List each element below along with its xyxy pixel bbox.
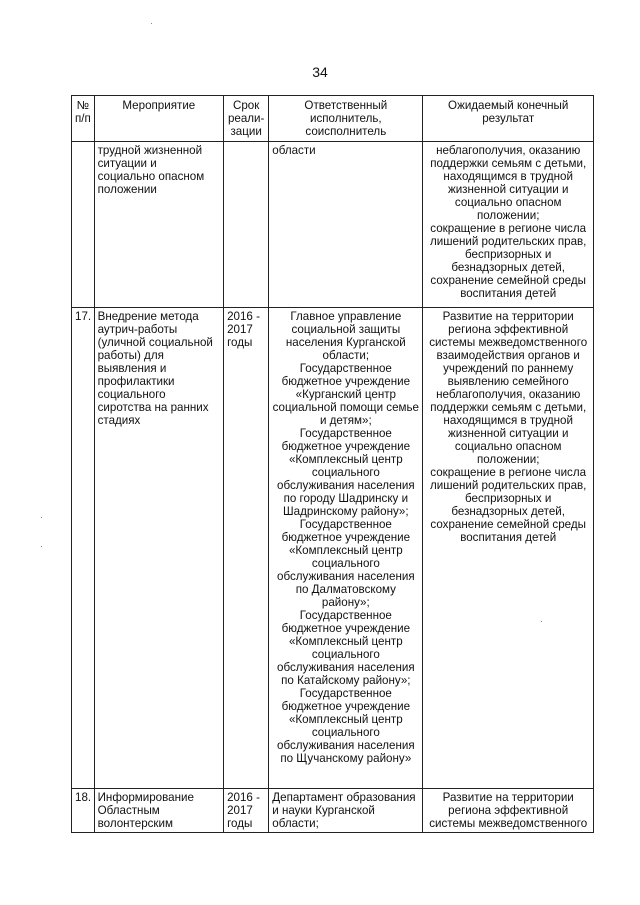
header-term — [224, 96, 269, 142]
text-line: воспитания детей — [460, 287, 557, 300]
text-line: области; — [272, 817, 319, 830]
table-header-row — [72, 96, 594, 142]
row-number: 18. — [72, 789, 95, 833]
text-line: сокращение в регионе числа — [430, 222, 587, 235]
text-line: годы — [227, 817, 253, 830]
text-line: поддержки семьям с детьми, — [430, 157, 587, 170]
text-line: трудной жизненной — [97, 144, 203, 157]
text-line: Развитие на территории — [442, 310, 574, 323]
text-line: сиротства на ранних — [97, 401, 209, 414]
text-line: обслуживания населения — [277, 739, 415, 752]
text-line: ситуации и — [97, 157, 157, 170]
text-line: учреждений по раннему — [443, 362, 574, 375]
text-line: району»; — [321, 596, 370, 609]
text-line: поддержки семьям с детьми, — [430, 401, 587, 414]
text-line: сохранение семейной среды — [430, 518, 586, 531]
row-number: 17. — [72, 308, 95, 789]
text-line: обслуживания населения — [277, 479, 415, 492]
row-term — [224, 308, 269, 789]
text-line: лишений родительских прав, — [429, 479, 587, 492]
text-line: Развитие на территории — [442, 791, 574, 804]
text-line: и науки Курганской — [272, 804, 375, 817]
text-line: бюджетное учреждение — [281, 700, 411, 713]
page-number: 34 — [312, 64, 328, 80]
text-line: социального — [97, 388, 166, 401]
row-executor — [269, 789, 423, 833]
header-executor — [269, 96, 423, 142]
text-line: Областным — [97, 804, 160, 817]
text-line: находящимся в трудной — [443, 170, 573, 183]
text-line: лишений родительских прав, — [429, 235, 587, 248]
text-line: жизненной ситуации и — [447, 427, 569, 440]
header-event — [94, 96, 223, 142]
text-line: работы) для — [97, 349, 164, 362]
text-line: зации — [230, 125, 262, 138]
text-line: Шадринскому району»; — [283, 505, 409, 518]
text-line: Государственное — [299, 518, 392, 531]
text-line: 2017 — [227, 323, 253, 336]
text-line: и детям»; — [319, 414, 372, 427]
text-line: бюджетное учреждение — [281, 622, 411, 635]
row-executor — [269, 142, 423, 308]
text-line: сохранение семейной среды — [430, 274, 586, 287]
text-line: Государственное — [299, 687, 392, 700]
text-line: Государственное — [299, 609, 392, 622]
text-line: п/п — [75, 112, 91, 125]
text-line: Срок — [232, 99, 260, 112]
text-line: населения Курганской — [285, 336, 406, 349]
table-row — [72, 308, 594, 789]
text-line: обслуживания населения — [277, 570, 415, 583]
scan-speck: · — [150, 18, 153, 28]
text-line: 2017 — [227, 804, 253, 817]
text-line: положении; — [476, 453, 540, 466]
text-line: системы межведомственного — [429, 817, 588, 830]
row-event — [94, 789, 223, 833]
table-row — [72, 789, 594, 833]
text-line: социального — [311, 466, 380, 479]
text-line: обслуживания населения — [277, 661, 415, 674]
text-line: Ожидаемый конечный — [448, 99, 569, 112]
scan-speck: · — [40, 541, 43, 551]
text-line: бюджетное учреждение — [281, 440, 411, 453]
text-line: результат — [482, 112, 535, 125]
row-result — [423, 142, 594, 308]
text-line: (уличной социальной — [97, 336, 213, 349]
text-line: выявлению семейного — [447, 375, 569, 388]
row-number — [72, 142, 95, 308]
scan-speck: · — [540, 616, 543, 626]
text-line: социального — [311, 648, 380, 661]
text-line: Ответственный — [304, 99, 388, 112]
header-num — [72, 96, 95, 142]
text-line: «Комплексный центр — [288, 544, 403, 557]
text-line: положении — [97, 183, 157, 196]
text-line: по Далматовскому — [295, 583, 396, 596]
text-line: соисполнитель — [305, 125, 387, 138]
text-line: беспризорных и — [465, 492, 552, 505]
text-line: волонтерским — [97, 817, 173, 830]
text-line: по Катайскому району»; — [281, 674, 411, 687]
text-line: системы межведомственного — [429, 336, 588, 349]
text-line: региона эффективной — [448, 323, 569, 336]
row-term — [224, 789, 269, 833]
text-line: «Комплексный центр — [288, 453, 403, 466]
text-line: сокращение в регионе числа — [430, 466, 587, 479]
text-line: региона эффективной — [448, 804, 569, 817]
text-line: «Курганский центр — [295, 388, 396, 401]
row-event — [94, 308, 223, 789]
text-line: Департамент образования — [272, 791, 416, 804]
text-line: социальной помощи семье — [272, 401, 420, 414]
text-line: Государственное — [299, 362, 392, 375]
text-line: аутрич-работы — [97, 323, 178, 336]
row-term — [224, 142, 269, 308]
text-line: по Щучанскому району» — [280, 752, 412, 765]
text-line: беспризорных и — [465, 248, 552, 261]
text-line: социального — [311, 726, 380, 739]
text-line: воспитания детей — [460, 531, 557, 544]
text-line: по городу Шадринску и — [283, 492, 409, 505]
text-line: неблагополучия, оказанию — [436, 144, 581, 157]
text-line: безнадзорных детей, — [451, 261, 565, 274]
text-line: социально опасном — [454, 196, 562, 209]
text-line: стадиях — [97, 414, 141, 427]
row-executor — [269, 308, 423, 789]
text-line: взаимодействия органов и — [436, 349, 580, 362]
text-line: 2016 - — [227, 310, 260, 323]
text-line: социально опасном — [454, 440, 562, 453]
scan-speck: · — [40, 512, 43, 522]
text-line: социально опасном — [97, 170, 205, 183]
text-line: Информирование — [97, 791, 194, 804]
text-line: выявления и — [97, 362, 167, 375]
table-row — [72, 142, 594, 308]
text-line: социальной защиты — [291, 323, 401, 336]
text-line: социального — [311, 557, 380, 570]
row-event — [94, 142, 223, 308]
text-line: «Комплексный центр — [288, 713, 403, 726]
text-line: профилактики — [97, 375, 175, 388]
text-line: безнадзорных детей, — [451, 505, 565, 518]
text-line: исполнитель, — [309, 112, 382, 125]
text-line: области — [272, 144, 316, 157]
text-line: Мероприятие — [122, 99, 196, 112]
measures-table — [71, 95, 594, 833]
text-line: Государственное — [299, 427, 392, 440]
text-line: Внедрение метода — [97, 310, 199, 323]
text-line: «Комплексный центр — [288, 635, 403, 648]
row-result — [423, 789, 594, 833]
text-line: годы — [227, 336, 253, 349]
text-line: 2016 - — [227, 791, 260, 804]
text-line: бюджетное учреждение — [281, 531, 411, 544]
text-line: реали- — [227, 112, 265, 125]
text-line: находящимся в трудной — [443, 414, 573, 427]
text-line: Главное управление — [290, 310, 402, 323]
text-line: области; — [322, 349, 370, 362]
text-line: бюджетное учреждение — [281, 375, 411, 388]
header-result — [423, 96, 594, 142]
text-line: жизненной ситуации и — [447, 183, 569, 196]
text-line: положении; — [476, 209, 540, 222]
text-line: № — [76, 99, 90, 112]
text-line: неблагополучия, оказанию — [436, 388, 581, 401]
row-result — [423, 308, 594, 789]
